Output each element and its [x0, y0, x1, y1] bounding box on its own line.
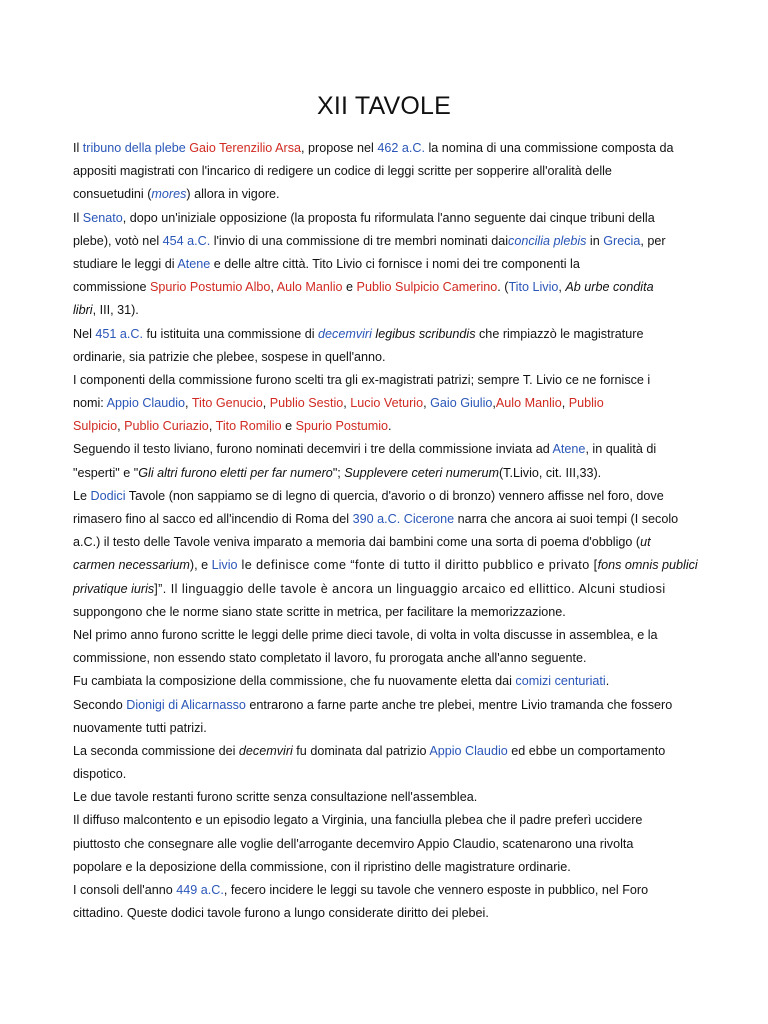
text-run: carmen necessarium	[73, 558, 190, 573]
inline-link[interactable]: Publio Sulpicio Camerino	[356, 280, 498, 295]
text-line	[73, 207, 703, 230]
text-line	[73, 438, 703, 461]
text-run: ,	[343, 396, 351, 411]
text-run: .	[388, 419, 392, 434]
text-run: rimasero fino al sacco ed all'incendio di Roma del	[73, 512, 353, 526]
text-line	[73, 462, 703, 485]
inline-link[interactable]: Publio Sestio	[269, 396, 344, 411]
text-run: Supplevere ceteri numerum	[344, 465, 499, 480]
text-run: popolare e la deposizione della commissione, con il ripristino delle magistrature ordinarie.	[73, 859, 571, 874]
text-line	[73, 717, 703, 740]
text-line	[73, 740, 703, 763]
text-run: entrarono a farne parte anche tre plebei, mentre Livio tramanda che fossero	[245, 697, 673, 712]
text-run: ), e	[189, 558, 212, 573]
inline-link[interactable]: 451 a.C.	[95, 326, 144, 341]
text-line	[73, 137, 703, 160]
text-run: ed ebbe un comportamento	[507, 743, 666, 758]
text-run: la nomina di una commissione composta da	[424, 141, 674, 155]
text-run: , propose nel	[301, 141, 378, 155]
text-run: commissione, non essendo stato completato il lavoro, fu prorogata anche all'anno seguente.	[73, 651, 587, 666]
inline-link[interactable]: Livio	[211, 558, 238, 573]
text-run: I consoli dell'anno	[73, 883, 177, 897]
text-line	[73, 369, 703, 392]
text-line	[73, 833, 703, 856]
text-run: "esperti" e "	[73, 465, 139, 480]
text-run: Secondo	[73, 697, 127, 712]
text-run: e delle altre città. Tito Livio ci fornisce i nomi dei tre componenti la	[210, 256, 580, 271]
paragraph	[73, 624, 703, 925]
text-run: ]”. Il linguaggio delle tavole è ancora un linguaggio arcaico ed ellittico. Alcuni studiosi	[154, 581, 666, 596]
text-run: (T.Livio, cit. III,33).	[498, 465, 602, 480]
inline-link[interactable]: Appio Claudio	[106, 396, 186, 411]
text-run: ,	[423, 396, 431, 411]
text-run: fons omnis publici	[597, 558, 698, 573]
page-title: XII TAVOLE	[317, 92, 451, 120]
text-run: commissione	[73, 280, 150, 295]
text-run: Tavole (non sappiamo se di legno di quercia, d'avorio o di bronzo) vennero affisse nel foro, dove	[125, 488, 664, 503]
text-line	[73, 183, 703, 206]
text-run: decemviri	[238, 743, 293, 758]
text-run: I componenti della commissione furono scelti tra gli ex-magistrati patrizi; sempre T. Livio ce ne fornisce i	[73, 372, 651, 387]
text-run: Ab urbe condita	[565, 280, 654, 295]
text-line	[73, 508, 703, 531]
inline-link[interactable]: 390 a.C.	[352, 512, 401, 526]
text-line	[73, 485, 703, 508]
inline-link[interactable]: Lucio Veturio	[350, 396, 424, 411]
text-run: Nel primo anno furono scritte le leggi delle prime dieci tavole, di volta in volta discusse in assemblea, e la	[73, 627, 658, 642]
text-line	[73, 230, 703, 253]
text-line	[73, 531, 703, 554]
text-line	[73, 415, 703, 438]
text-line	[73, 299, 703, 322]
text-run: legibus scribundis	[371, 326, 476, 341]
text-run: , per	[640, 233, 666, 248]
text-line	[73, 392, 703, 415]
text-run: .	[605, 674, 610, 689]
inline-link[interactable]: 462 a.C.	[377, 141, 425, 155]
text-run: ,	[208, 419, 216, 434]
inline-link[interactable]: Gaio Giulio	[430, 396, 493, 411]
inline-link[interactable]: Tito Romilio	[215, 419, 282, 434]
text-run: Il	[73, 210, 83, 225]
text-run: in	[586, 233, 604, 248]
text-run: ,	[117, 419, 125, 434]
text-run: Il diffuso malcontento e un episodio legato a Virginia, una fanciulla plebea che il padre preferì uccidere	[73, 813, 643, 828]
text-run: ut	[640, 535, 651, 550]
text-line	[73, 253, 703, 276]
text-run: privatique iuris	[73, 581, 155, 596]
text-run: ,	[270, 280, 277, 295]
text-run: Nel	[73, 326, 96, 341]
text-run: ,	[558, 280, 566, 295]
inline-link[interactable]: Tito Livio	[508, 280, 559, 295]
inline-link[interactable]: Tito Genucio	[191, 396, 263, 411]
inline-link[interactable]: Atene	[552, 442, 586, 457]
text-run: fu istituita una commissione di	[143, 326, 319, 341]
text-run: plebe), votò nel	[73, 233, 163, 248]
text-run: , in qualità di	[585, 442, 657, 457]
text-line	[73, 763, 703, 786]
text-run: e	[342, 280, 357, 295]
inline-link[interactable]: Sulpicio	[73, 419, 118, 434]
inline-link[interactable]: Aulo Manlio	[495, 396, 562, 411]
text-line	[73, 856, 703, 879]
text-run: , fecero incidere le leggi su tavole che vennero esposte in pubblico, nel Foro	[223, 883, 649, 897]
text-run: Le	[73, 488, 91, 503]
text-run: che rimpiazzò le magistrature	[475, 326, 644, 341]
text-run: ,	[262, 396, 270, 411]
inline-link[interactable]: 449 a.C.	[176, 883, 224, 897]
text-run: suppongono che le norme siano state scritte in metrica, per facilitare la memorizzazione.	[73, 604, 566, 619]
text-run: dispotico.	[73, 767, 127, 782]
text-run: ,	[185, 396, 192, 411]
inline-link[interactable]: comizi centuriati	[515, 674, 606, 689]
inline-link[interactable]: mores	[151, 187, 187, 202]
inline-link[interactable]: Grecia	[603, 233, 641, 248]
text-run: ,	[561, 396, 569, 411]
text-line	[73, 902, 703, 925]
text-line	[73, 578, 703, 601]
text-run: nomi:	[73, 396, 107, 411]
text-run: appositi magistrati con l'incarico di redigere un codice di leggi scritte per sopperire all'oralità delle	[73, 164, 612, 179]
inline-link[interactable]: decemviri	[318, 326, 372, 341]
text-run: cittadino. Queste dodici tavole furono a lungo considerate diritto dei plebei.	[73, 906, 489, 921]
inline-link[interactable]: concilia plebis	[508, 233, 587, 248]
text-run: Fu cambiata la composizione della commissione, che fu nuovamente eletta dai	[73, 674, 516, 689]
text-run: studiare le leggi di	[73, 256, 178, 271]
text-run: , III, 31).	[92, 303, 139, 318]
text-run: ) allora in vigore.	[186, 187, 280, 202]
text-run: e	[281, 419, 296, 434]
text-run: Gli altri furono eletti per far numero	[138, 465, 333, 480]
inline-link[interactable]: Publio	[568, 396, 604, 411]
text-run: fu dominata dal patrizio	[292, 743, 430, 758]
text-run: La seconda commissione dei	[73, 743, 239, 758]
text-run: Le due tavole restanti furono scritte senza consultazione nell'assemblea.	[73, 790, 478, 805]
text-run: a.C.) il testo delle Tavole veniva imparato a memoria dai bambini come una sorta di poema d'obbligo (	[73, 535, 641, 550]
text-line	[73, 346, 703, 369]
text-run: ";	[332, 465, 345, 480]
text-line	[73, 276, 703, 299]
text-line	[73, 601, 703, 624]
text-line	[73, 624, 703, 647]
text-line	[73, 786, 703, 809]
text-line	[73, 809, 703, 832]
paragraph	[73, 137, 703, 485]
text-run: . (	[497, 280, 509, 295]
inline-link[interactable]: Dionigi di Alicarnasso	[126, 697, 246, 712]
text-run: libri	[73, 303, 93, 318]
text-run: narra che ancora ai suoi tempi (I secolo	[454, 512, 679, 526]
text-line	[73, 879, 703, 902]
text-line	[73, 647, 703, 670]
inline-link[interactable]: Cicerone	[403, 512, 455, 526]
inline-link[interactable]: Senato	[82, 210, 123, 225]
text-run: Il	[73, 141, 83, 155]
text-run: ordinarie, sia patrizie che plebee, sospese in quell'anno.	[73, 349, 386, 364]
inline-link[interactable]: Spurio Postumio Albo	[149, 280, 271, 295]
text-line	[73, 670, 703, 693]
text-run: le definisce come “fonte di tutto il diritto pubblico e privato [	[237, 558, 598, 573]
inline-link[interactable]: 454 a.C.	[162, 233, 211, 248]
text-run: piuttosto che consegnare alle voglie dell'arrogante decemviro Appio Claudio, scatenarono una rivolta	[73, 836, 634, 851]
text-run: l'invio di una commissione di tre membri nominati dai	[210, 233, 509, 248]
text-line	[73, 694, 703, 717]
inline-link[interactable]: Spurio Postumio	[295, 419, 389, 434]
inline-link[interactable]: Dodici	[90, 488, 126, 503]
text-line	[73, 554, 703, 577]
paragraph	[73, 485, 703, 624]
inline-link[interactable]: tribuno della plebe	[82, 141, 186, 155]
article-body	[73, 137, 703, 925]
inline-link[interactable]: Gaio Terenzilio Arsa	[189, 141, 302, 155]
text-line	[73, 323, 703, 346]
text-run: , dopo un'iniziale opposizione (la proposta fu riformulata l'anno seguente dai cinque tribuni della	[122, 210, 655, 225]
inline-link[interactable]: Publio Curiazio	[124, 419, 209, 434]
inline-link[interactable]: Aulo Manlio	[276, 280, 343, 295]
text-line	[73, 160, 703, 183]
inline-link[interactable]: Appio Claudio	[429, 743, 508, 758]
inline-link[interactable]: Atene	[177, 256, 211, 271]
text-run: consuetudini (	[73, 187, 152, 202]
text-run: Seguendo il testo liviano, furono nominati decemviri i tre della commissione inviata ad	[73, 442, 553, 457]
text-run: ,	[492, 396, 496, 411]
text-run: nuovamente tutti patrizi.	[73, 720, 207, 735]
